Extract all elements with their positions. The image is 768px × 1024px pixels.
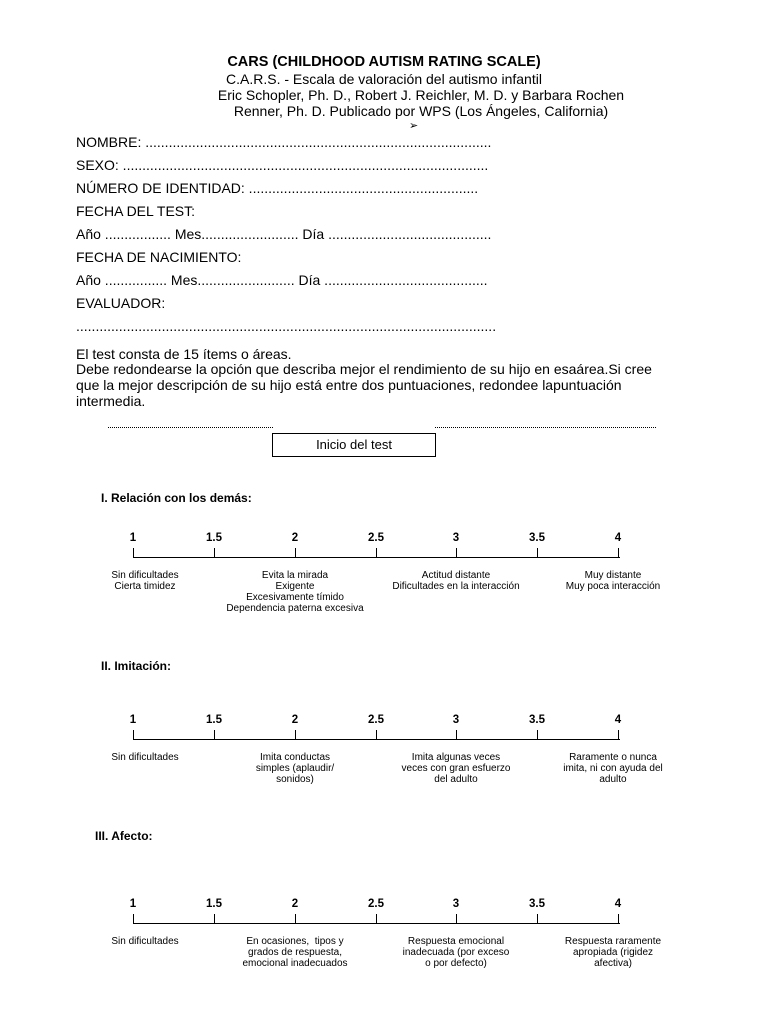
field-nombre[interactable]: NOMBRE: ......................................................................................... [76, 134, 492, 150]
scale-tick [133, 914, 134, 923]
scale-score-1[interactable]: 1 [129, 532, 137, 544]
scale-score-3.5[interactable]: 3.5 [529, 898, 545, 910]
scale-description: Sin dificultades [111, 936, 179, 947]
subtitle-line-1: C.A.R.S. - Escala de valoración del autismo infantil [226, 71, 542, 87]
scale-score-3[interactable]: 3 [452, 532, 460, 544]
label-fecha-test: FECHA DEL TEST: [76, 203, 196, 219]
scale-tick [537, 730, 538, 739]
dotted-separator-right [435, 427, 656, 428]
scale-description: Raramente o nunca imita, ni con ayuda del adulto [563, 752, 663, 785]
scale-tick [456, 730, 457, 739]
scale-tick [214, 548, 215, 557]
scale-score-2.5[interactable]: 2.5 [368, 898, 384, 910]
scale-description: Imita algunas veces veces con gran esfuerzo del adulto [401, 752, 511, 785]
label-fecha-nacimiento: FECHA DE NACIMIENTO: [76, 249, 242, 265]
rating-scale [111, 532, 661, 614]
scale-score-1.5[interactable]: 1.5 [206, 714, 222, 726]
scale-tick [295, 730, 296, 739]
document-title: CARS (CHILDHOOD AUTISM RATING SCALE) [227, 54, 541, 70]
start-test-button[interactable]: Inicio del test [272, 433, 436, 457]
scale-score-2[interactable]: 2 [291, 714, 299, 726]
scale-axis-line [133, 923, 620, 924]
scale-description: Respuesta raramente apropiada (rigidez afectiva) [564, 936, 662, 969]
scale-score-2.5[interactable]: 2.5 [368, 714, 384, 726]
rating-scale [111, 714, 663, 785]
scale-score-2[interactable]: 2 [291, 898, 299, 910]
scale-description: Sin dificultades Cierta timidez [111, 570, 179, 592]
scale-axis-line [133, 557, 620, 558]
scale-description: Actitud distante Dificultades en la interacción [392, 570, 520, 592]
scale-description: En ocasiones, tipos y grados de respuesta, emocional inadecuados [242, 936, 348, 969]
scale-tick [618, 730, 619, 739]
field-numero-identidad[interactable]: NÚMERO DE IDENTIDAD: ........................................................... [76, 180, 479, 196]
scale-score-4[interactable]: 4 [614, 532, 622, 544]
field-fecha-test[interactable]: Año ................. Mes......................... Día .......................................... [76, 226, 492, 242]
subtitle-authors: Eric Schopler, Ph. D., Robert J. Reichler, M. D. y Barbara Rochen [217, 87, 625, 103]
instructions-line-1: El test consta de 15 ítems o áreas. [76, 346, 292, 362]
scale-description: Muy distante Muy poca interacción [565, 570, 661, 592]
scale-tick [456, 548, 457, 557]
arrow-bullet-icon: ➢ [409, 119, 419, 132]
section-title: I. Relación con los demás: [101, 491, 252, 505]
scale-description: Evita la mirada Exigente Excesivamente tímido Dependencia paterna excesiva [226, 570, 364, 614]
scale-tick [214, 914, 215, 923]
instructions-line-4: intermedia. [76, 393, 146, 409]
scale-score-3[interactable]: 3 [452, 714, 460, 726]
scale-tick [537, 548, 538, 557]
scale-score-1[interactable]: 1 [129, 898, 137, 910]
label-evaluador: EVALUADOR: [76, 295, 166, 311]
scale-tick [456, 914, 457, 923]
subtitle-publisher: Renner, Ph. D. Publicado por WPS (Los Ángeles, California) [233, 103, 609, 119]
scale-score-4[interactable]: 4 [614, 898, 622, 910]
scale-tick [214, 730, 215, 739]
scale-score-1.5[interactable]: 1.5 [206, 532, 222, 544]
field-evaluador[interactable]: ............................................................................................................ [76, 318, 497, 334]
field-sexo[interactable]: SEXO: .............................................................................................. [76, 157, 489, 173]
scale-score-1[interactable]: 1 [129, 714, 137, 726]
scale-tick [133, 548, 134, 557]
rating-scale [111, 898, 662, 969]
instructions-line-3: que la mejor descripción de su hijo está entre dos puntuaciones, redondee lapuntuación [76, 377, 622, 393]
scale-tick [133, 730, 134, 739]
section-title: III. Afecto: [95, 829, 153, 843]
scale-axis-line [133, 739, 620, 740]
field-fecha-nacimiento[interactable]: Año ................ Mes......................... Día .......................................... [76, 272, 488, 288]
dotted-separator-left [108, 427, 273, 428]
scale-tick [295, 914, 296, 923]
scale-tick [376, 914, 377, 923]
scale-tick [618, 914, 619, 923]
scale-score-2[interactable]: 2 [291, 532, 299, 544]
scale-description: Respuesta emocional inadecuada (por exceso o por defecto) [402, 936, 510, 969]
scale-score-1.5[interactable]: 1.5 [206, 898, 222, 910]
scale-score-3.5[interactable]: 3.5 [529, 532, 545, 544]
scale-description: Sin dificultades [111, 752, 179, 763]
scale-tick [376, 548, 377, 557]
scale-description: Imita conductas simples (aplaudir/ sonidos) [255, 752, 335, 785]
scale-score-3[interactable]: 3 [452, 898, 460, 910]
scale-score-2.5[interactable]: 2.5 [368, 532, 384, 544]
scale-tick [295, 548, 296, 557]
instructions-line-2: Debe redondearse la opción que describa mejor el rendimiento de su hijo en esaárea.Si cree [76, 361, 652, 377]
scale-score-4[interactable]: 4 [614, 714, 622, 726]
scale-tick [537, 914, 538, 923]
scale-tick [618, 548, 619, 557]
section-title: II. Imitación: [101, 659, 172, 673]
scale-tick [376, 730, 377, 739]
scale-score-3.5[interactable]: 3.5 [529, 714, 545, 726]
